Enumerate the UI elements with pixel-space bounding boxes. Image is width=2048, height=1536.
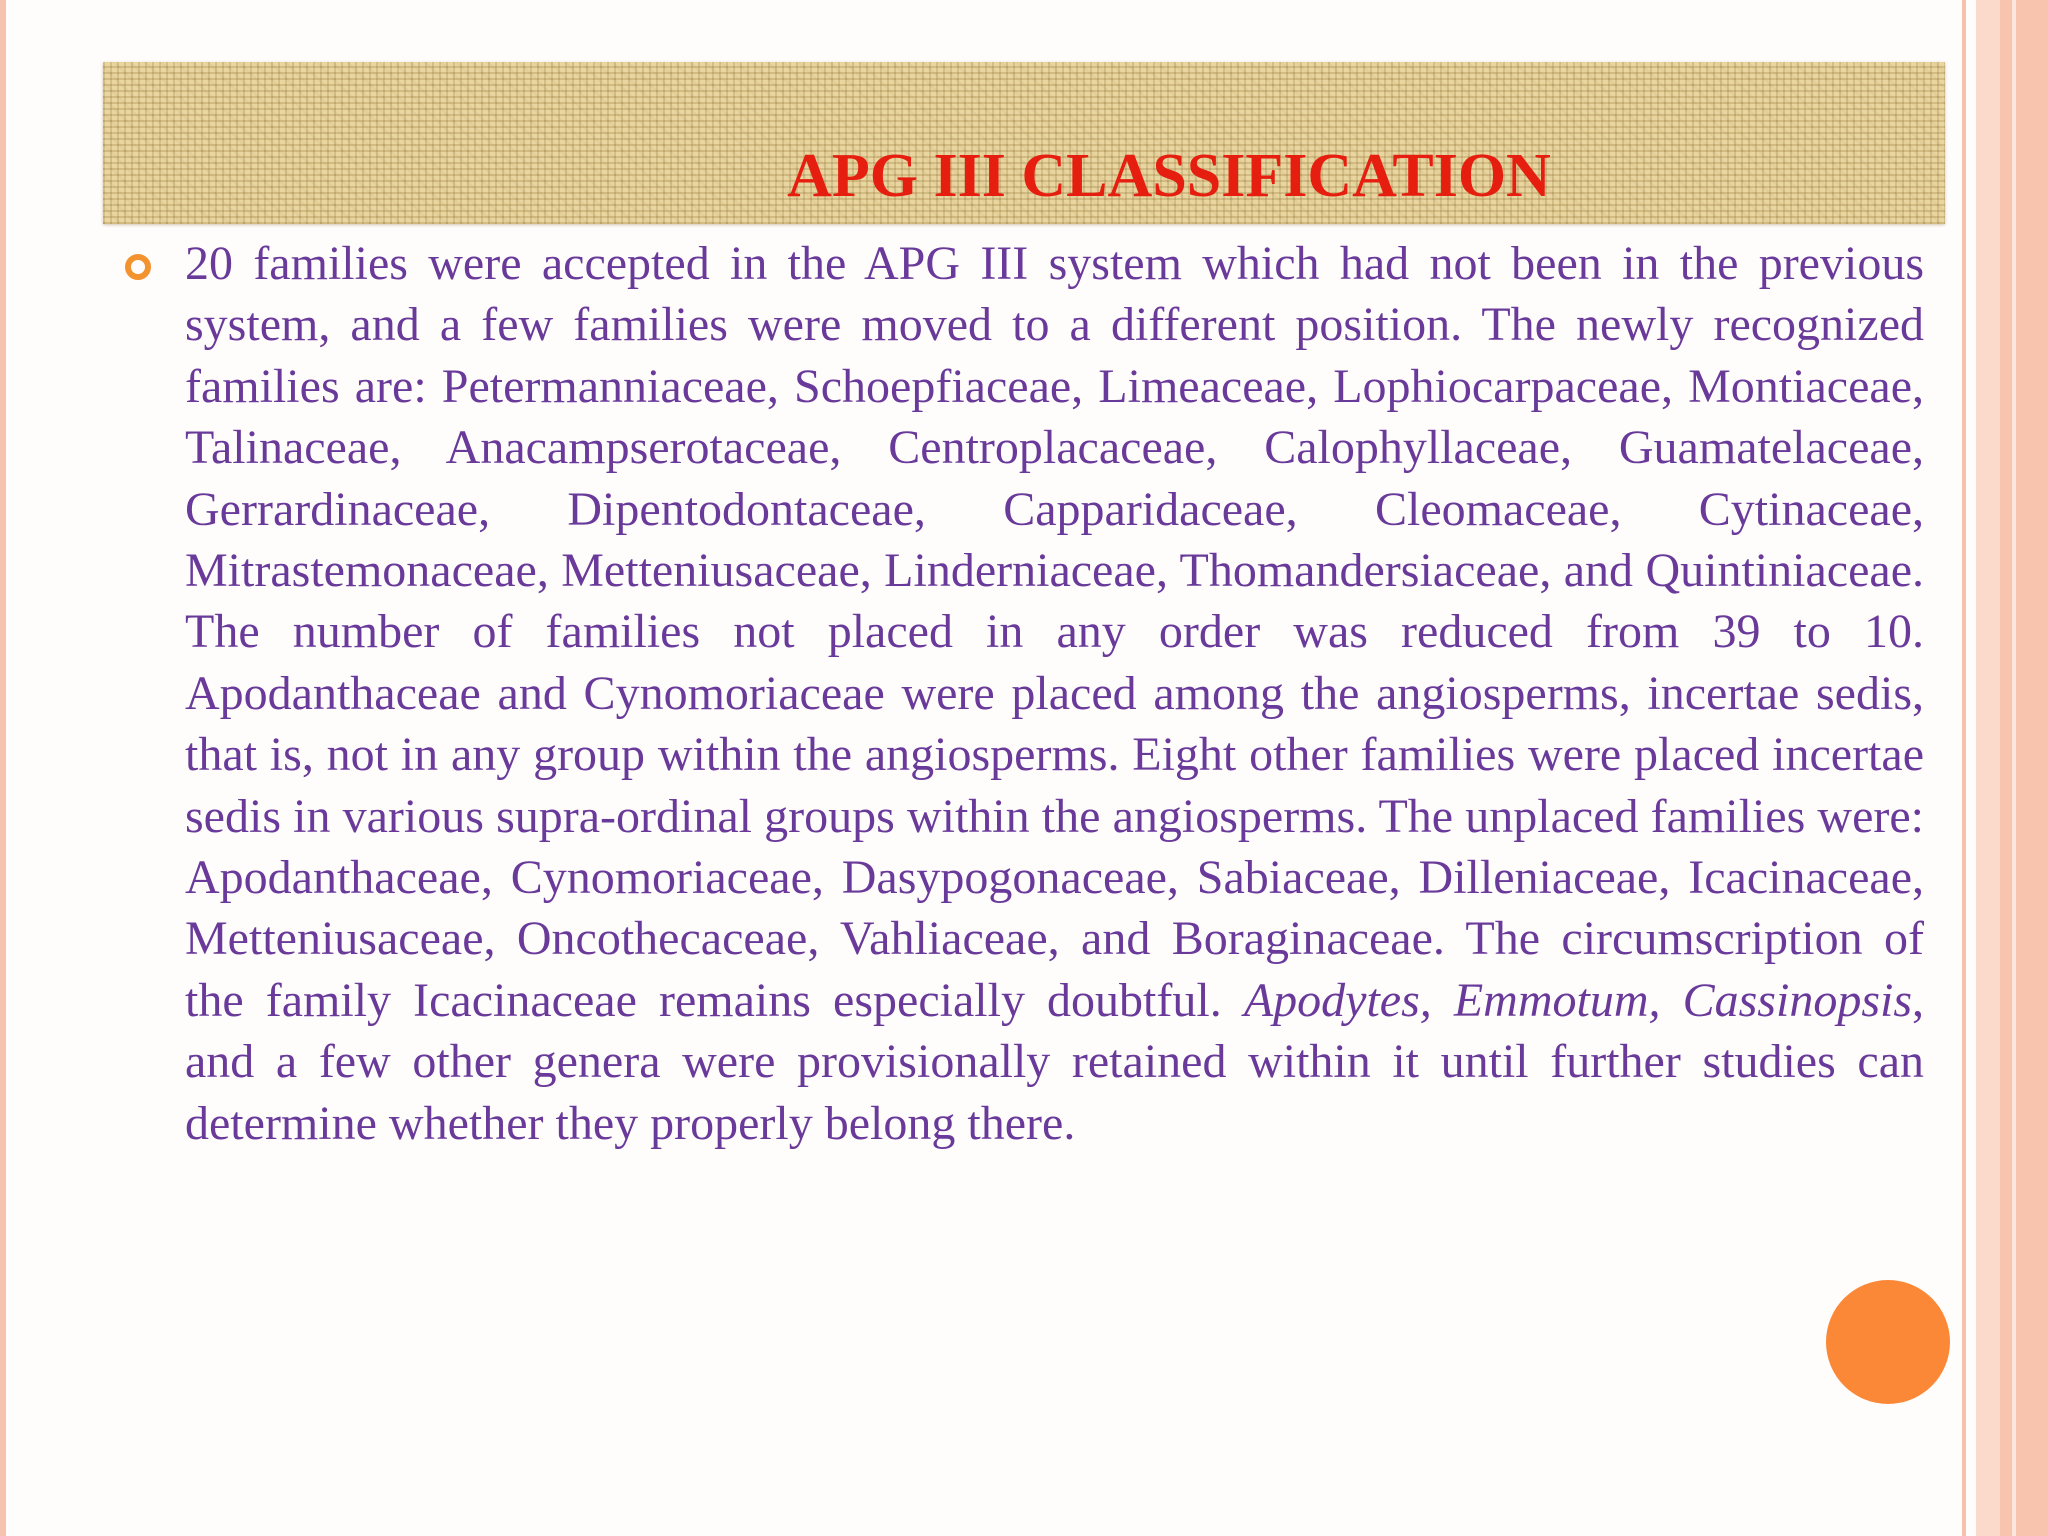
hollow-circle-bullet-icon — [125, 254, 151, 280]
right-border-stripe — [1962, 0, 1966, 1536]
orange-circle-decoration — [1826, 1280, 1950, 1404]
italic-genera-names: Apodytes, Emmotum, Cassinopsis — [1243, 973, 1913, 1027]
slide-title: APG III CLASSIFICATION — [787, 142, 1551, 210]
paragraph-text-part-1: 20 families were accepted in the APG III system which had not been in the previous system, and a few families were moved to a different position. The newly recognized families are: Petermanniaceae, Schoepfiaceae, Limeaceae, Lophiocarpaceae, Montiaceae, Talinaceae, Anacampserotaceae, Centroplacaceae, Calophyllaceae, Guamatelaceae, Gerrardinaceae, Dipentodontaceae, Capparidaceae, Cleomaceae, Cytinaceae, Mitrastemonaceae, Metteniusaceae, Linderniaceae, Thomandersiaceae, and Quintiniaceae. The number of families not placed in any order was reduced from 39 to 10. Apodanthaceae and Cynomoriaceae were placed among the angiosperms, incertae sedis, that is, not in any group within the angiosperms. Eight other families were placed incertae sedis in various supra-ordinal groups within the angiosperms. The unplaced families were: Apodanthaceae, Cynomoriaceae, Dasypogonaceae, Sabiaceae, Dilleniaceae, Icacinaceae, Metteniusaceae, Oncothecaceae, Vahliaceae, and Boraginaceae. The circumscription of the family Icacinaceae remains especially doubtful. — [185, 237, 1924, 1027]
body-paragraph — [185, 233, 1924, 1154]
paragraph-text-part-2: , and a few other genera were provisionally retained within it until further studies can determine whether they properly belong there. — [185, 973, 1925, 1150]
left-border-stripe — [0, 0, 6, 1536]
right-border-band-inner — [2000, 0, 2048, 1536]
right-border-line — [2012, 0, 2016, 1536]
